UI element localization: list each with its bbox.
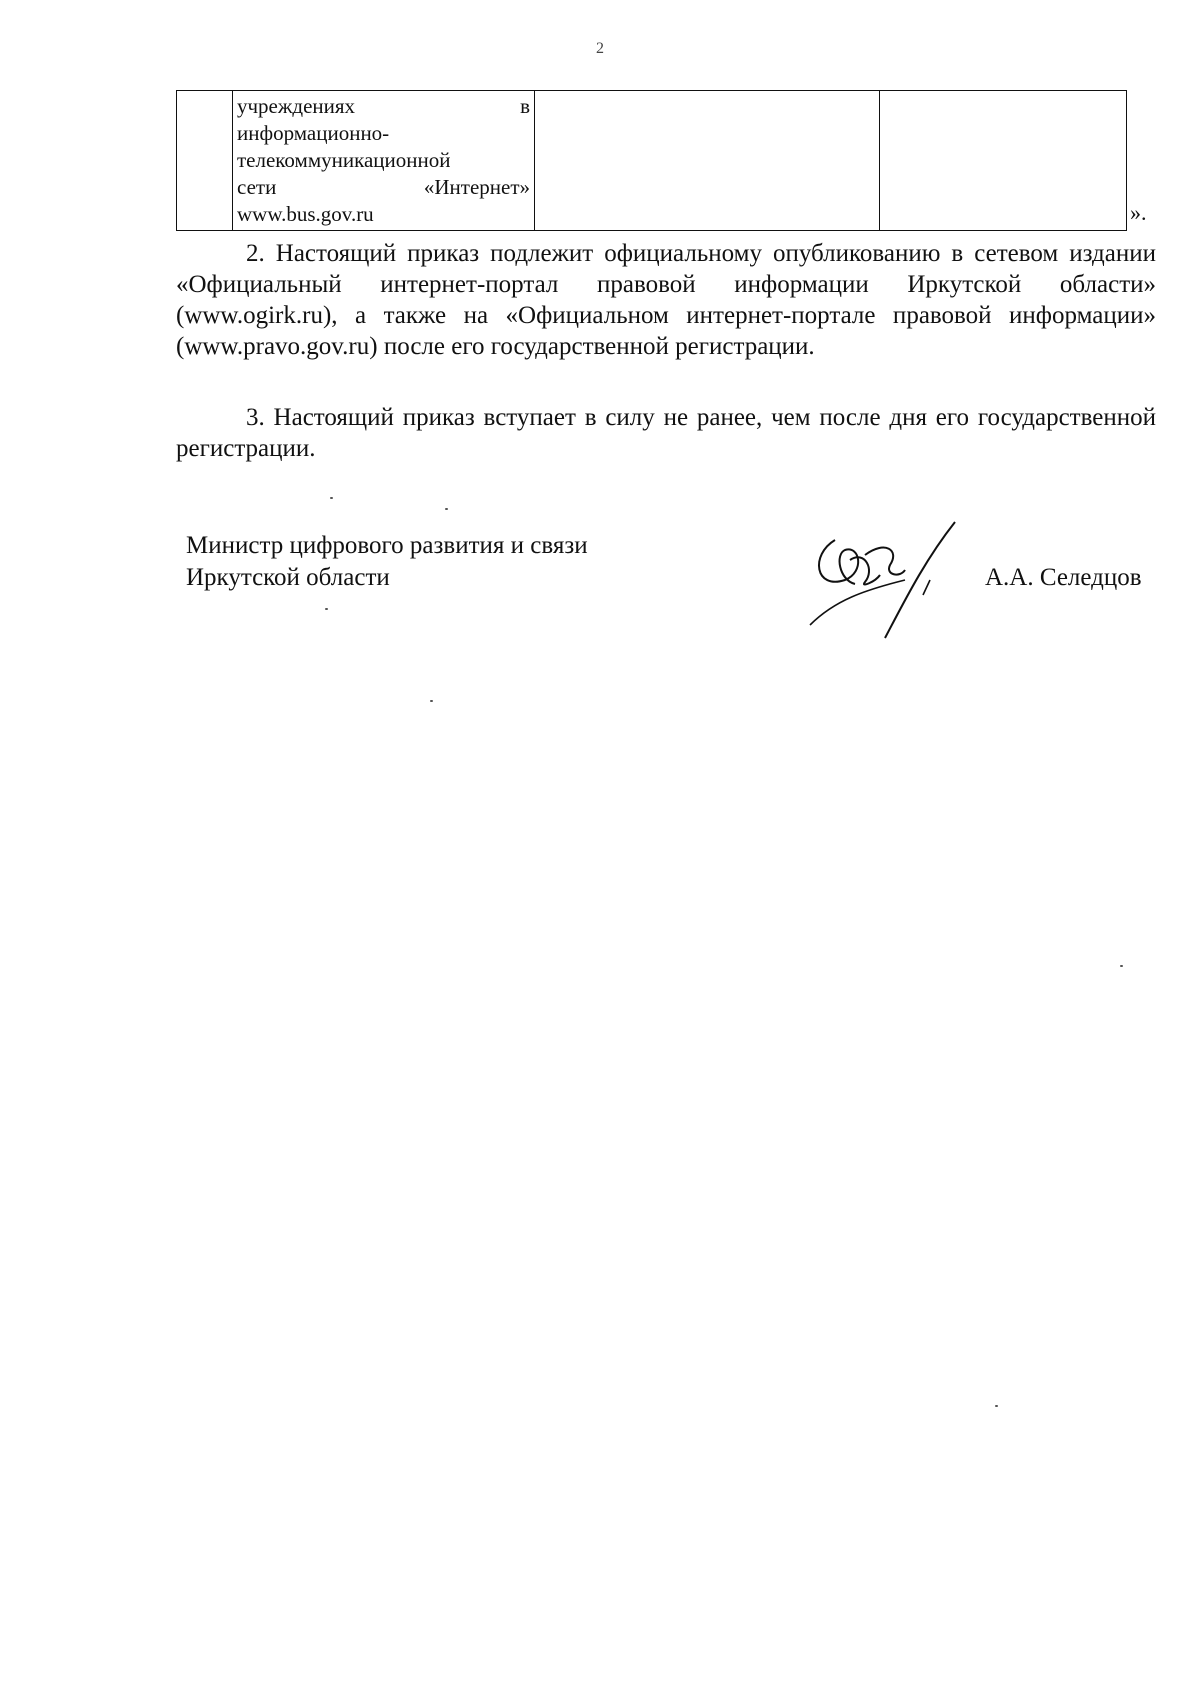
cell-word: сети (237, 175, 277, 199)
table-cell-name (233, 91, 535, 231)
scan-speck (325, 608, 328, 610)
cell-word: «Интернет» (423, 175, 530, 199)
signer-position-line-1: Министр цифрового развития и связи (186, 532, 588, 559)
cell-line-4 (237, 174, 530, 201)
scan-speck (995, 1405, 998, 1407)
cell-word: в (520, 94, 530, 118)
scan-speck (330, 497, 333, 499)
table-cell-empty (880, 91, 1127, 231)
paragraph-2: 2. Настоящий приказ подлежит официальному опубликованию в сетевом издании «Официальный интернет-портал правовой информации Иркутской области» (www.ogirk.ru), а также на «Официальном интернет-портале правовой информации» (www.pravo.gov.ru) после его государственной регистрации. (176, 240, 1156, 360)
continuation-table (176, 90, 1127, 231)
closing-quote-mark: ». (1130, 200, 1147, 225)
scan-speck (430, 700, 433, 702)
signer-position-line-2: Иркутской области (186, 564, 390, 591)
page-number: 2 (596, 40, 604, 57)
scan-speck (445, 508, 448, 510)
signer-name: А.А. Селедцов (985, 564, 1142, 591)
table-cell-number (177, 91, 233, 231)
cell-line-1 (237, 93, 530, 120)
table-cell-empty (535, 91, 880, 231)
signer-position (186, 530, 588, 594)
cell-word: учреждениях (237, 94, 356, 118)
scan-speck (1120, 965, 1123, 967)
cell-line-2: информационно- (237, 121, 390, 145)
table-row (177, 91, 1127, 231)
paragraph-3: 3. Настоящий приказ вступает в силу не ранее, чем после дня его государственной регистрации. (176, 404, 1156, 462)
cell-line-5: www.bus.gov.ru (237, 202, 374, 226)
handwritten-signature (805, 520, 965, 640)
cell-line-3: телекоммуникационной (237, 148, 451, 172)
